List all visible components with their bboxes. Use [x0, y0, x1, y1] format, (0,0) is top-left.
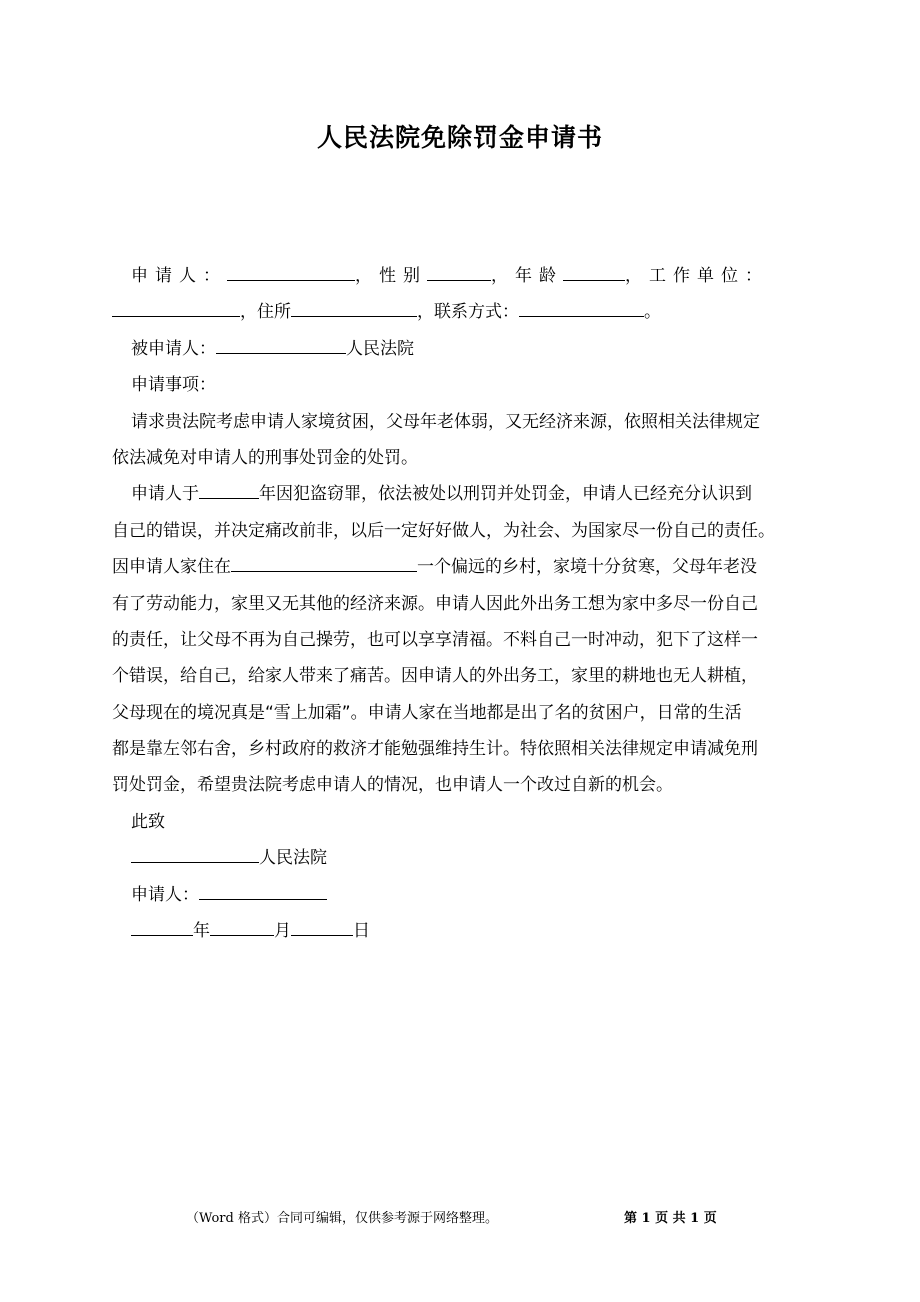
reason-line-4: 有了劳动能力，家里又无其他的经济来源。申请人因此外出务工想为家中多尽一份自己	[112, 593, 758, 614]
signature-line	[112, 877, 812, 913]
request-line-1: 请求贵法院考虑申请人家境贫困，父母年老体弱，又无经济来源，依照相关法律规定	[131, 411, 760, 432]
workplace-label: 工作单位：	[649, 266, 769, 286]
footer-note: （Word 格式）合同可编辑，仅供参考源于网络整理。	[186, 1211, 498, 1226]
reason-line-6: 个错误，给自己，给家人带来了痛苦。因申请人的外出务工，家里的耕地也无人耕植，	[112, 666, 758, 687]
applicant-line	[112, 258, 812, 294]
contact-label: ，联系方式：	[417, 302, 519, 323]
address-label: ，住所	[240, 302, 291, 323]
year-blank	[131, 920, 193, 936]
applicant-name-blank	[227, 265, 355, 281]
respondent-court-blank	[216, 338, 346, 354]
year-blank	[199, 483, 259, 499]
reason-line-2: 自己的错误，并决定痛改前非，以后一定好好做人，为社会、为国家尽一份自己的责任。	[112, 520, 775, 541]
matter-label: 申请事项：	[131, 375, 216, 396]
gender-blank	[427, 265, 491, 281]
month-blank	[210, 920, 274, 936]
request-line-2: 依法减免对申请人的刑事处罚金的处罚。	[112, 447, 418, 468]
court-name-blank	[131, 847, 259, 863]
document-body	[112, 258, 812, 949]
separator: ，	[355, 266, 379, 286]
reason-line-1	[112, 476, 812, 512]
reason-text: 因申请人家住在	[112, 557, 231, 578]
applicant-label: 申请人：	[131, 266, 227, 286]
page-footer	[0, 1207, 920, 1227]
workplace-blank	[112, 301, 240, 317]
reason-text: 一个偏远的乡村，家境十分贫寒，父母年老没	[417, 557, 757, 578]
document-title: 人民法院免除罚金申请书	[316, 123, 603, 152]
reason-text: 申请人于	[131, 484, 199, 505]
reason-line-3	[112, 549, 812, 585]
signature-blank	[199, 884, 327, 900]
period: 。	[644, 302, 661, 323]
respondent-suffix: 人民法院	[346, 338, 414, 359]
hometown-blank	[231, 556, 417, 572]
separator: ，	[491, 266, 515, 286]
addressee-court-line	[112, 840, 812, 876]
day-blank	[291, 920, 353, 936]
reason-line-5: 的责任，让父母不再为自己操劳，也可以享享清福。不料自己一时冲动，犯下了这样一	[112, 629, 758, 650]
age-label: 年龄	[515, 266, 563, 286]
year-label: 年	[193, 921, 210, 942]
age-blank	[563, 265, 625, 281]
reason-text: 年因犯盗窃罪，依法被处以刑罚并处罚金，申请人已经充分认识到	[259, 484, 752, 505]
date-line	[112, 913, 812, 949]
reason-line-8: 都是靠左邻右舍，乡村政府的救济才能勉强维持生计。特依照相关法律规定申请减免刑	[112, 739, 758, 760]
address-blank	[291, 301, 417, 317]
contact-blank	[519, 301, 644, 317]
reason-line-7: 父母现在的境况真是“雪上加霜”。申请人家在当地都是出了名的贫困户，日常的生活	[112, 702, 742, 723]
signature-label: 申请人：	[131, 884, 199, 905]
separator: ，	[625, 266, 649, 286]
respondent-line	[112, 331, 812, 367]
month-label: 月	[274, 921, 291, 942]
day-label: 日	[353, 921, 370, 942]
gender-label: 性别	[379, 266, 427, 286]
page-number: 第 1 页 共 1 页	[624, 1211, 717, 1226]
address-line	[112, 294, 812, 330]
reason-line-9: 罚处罚金，希望贵法院考虑申请人的情况，也申请人一个改过自新的机会。	[112, 775, 673, 796]
closing: 此致	[131, 811, 165, 832]
court-suffix: 人民法院	[259, 848, 327, 869]
respondent-label: 被申请人：	[131, 338, 216, 359]
